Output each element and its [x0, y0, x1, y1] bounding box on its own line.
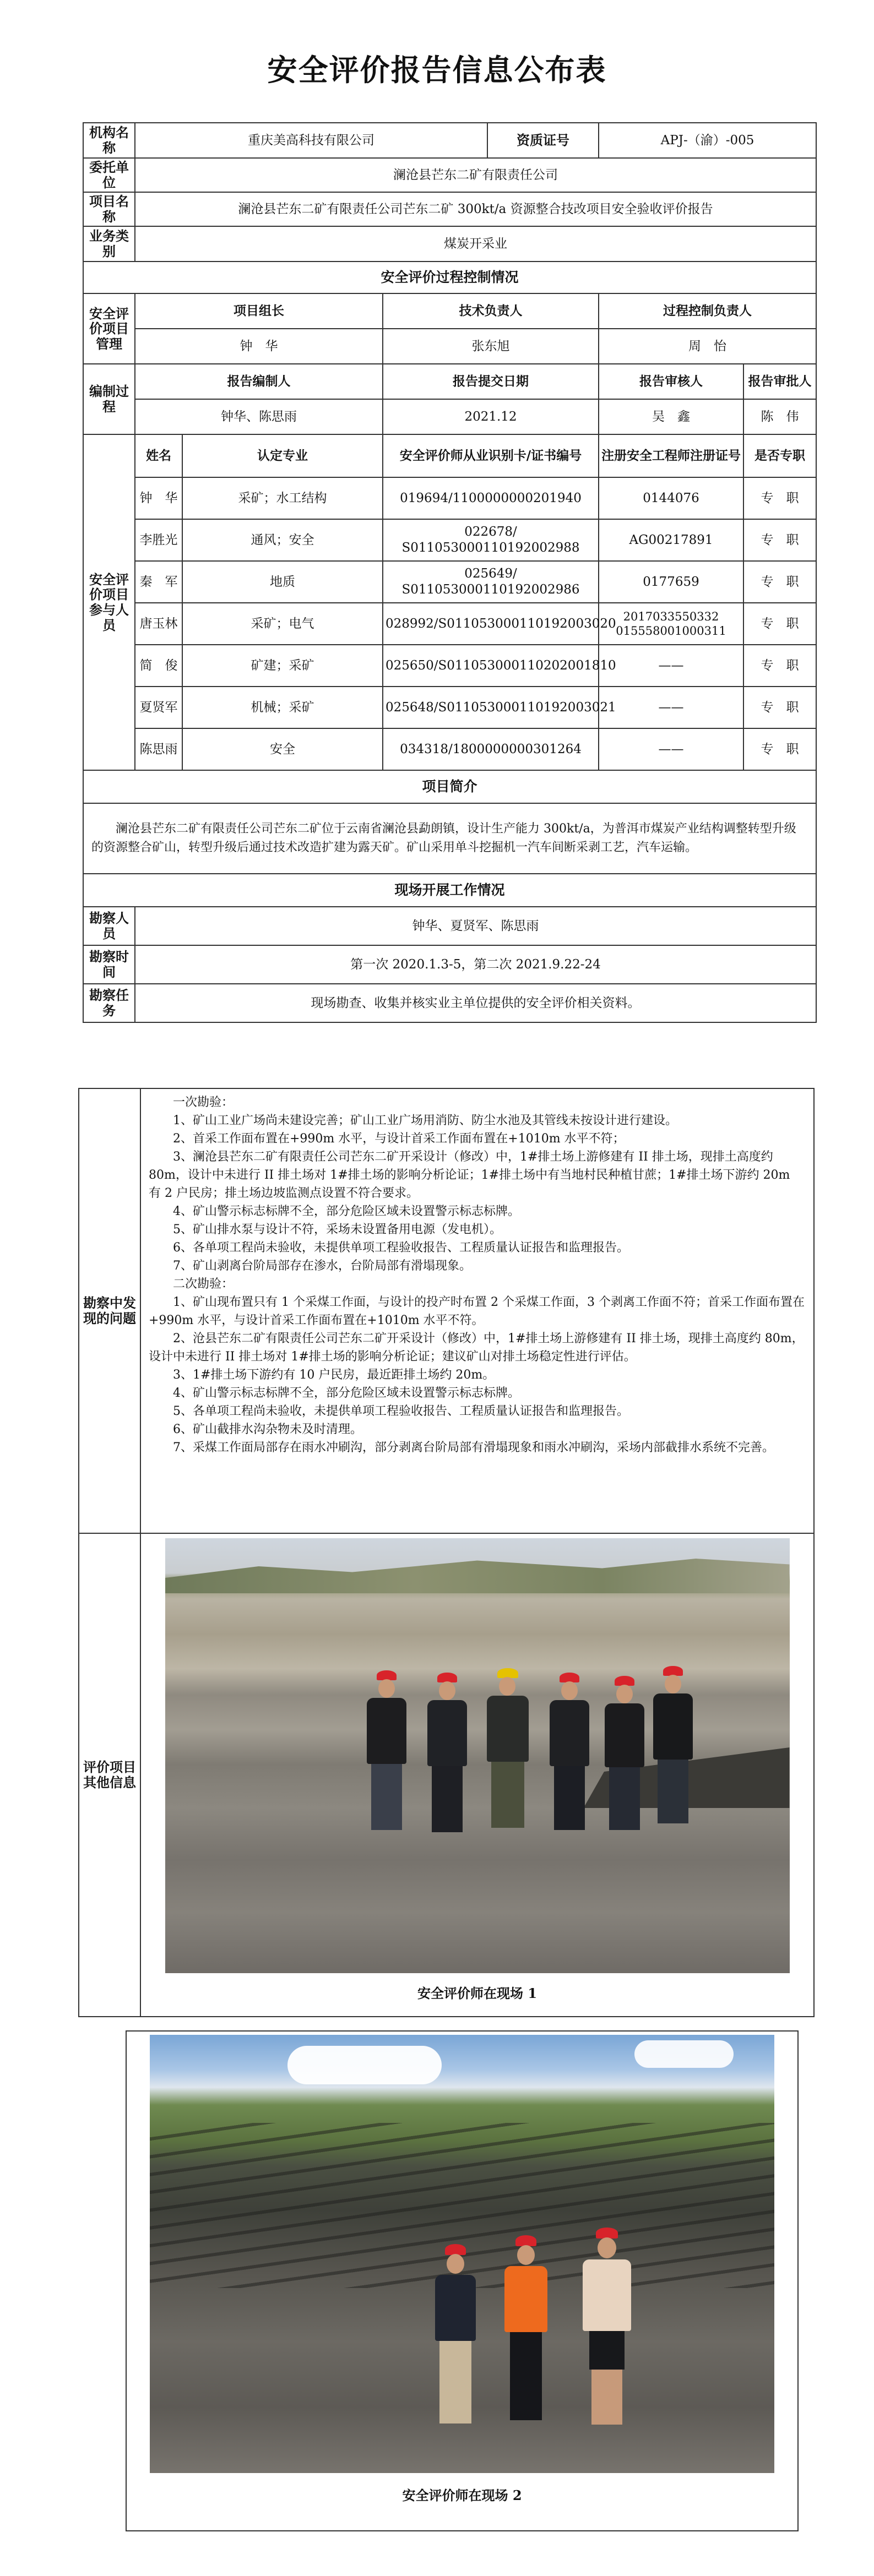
- staff-name: 钟 华: [135, 477, 182, 519]
- issue-line: 4、矿山警示标志标牌不全，部分危险区域未设置警示标志标牌。: [173, 1386, 520, 1400]
- table-row: [83, 645, 816, 687]
- staff-fulltime: 专 职: [743, 477, 816, 519]
- staff-name: 陈思雨: [135, 728, 182, 770]
- table-row: [83, 603, 816, 645]
- issue-line: 3、澜沧县芒东二矿有限责任公司芒东二矿开采设计（修改）中，1#排土场上游修建有 II 排土场，现排土高度约 80m，设计中未进行 II 排土场对 1#排土场的影响分析论证；1#排土场中有当地村民种植甘蔗；1#排土场下游约 20m 有 2 户民房；排土场边坡监测点设置不符合要求。: [149, 1150, 790, 1200]
- photo2-caption: 安全评价师在现场 2: [402, 2487, 522, 2503]
- mgmt-header-tech: 技术负责人: [383, 293, 599, 329]
- staff-fulltime: 专 职: [743, 519, 816, 561]
- org-label: 机构名称: [83, 123, 135, 158]
- photo2-cell: [126, 2031, 798, 2531]
- compile-approver: 陈 伟: [743, 399, 816, 434]
- table-row: [83, 728, 816, 770]
- staff-header-fulltime: 是否专职: [743, 434, 816, 477]
- issues-list: [140, 1088, 814, 1533]
- site-photo-1: [165, 1538, 790, 1973]
- issue-line: 1、矿山现布置只有 1 个采煤工作面，与设计的投产时布置 2 个采煤工作面，3 个剥离工作面不符；首采工作面布置在+990m 水平，与设计首采工作面布置在+1010m 水平不符。: [149, 1295, 805, 1327]
- staff-card: 025650/S011053000110202001810: [383, 645, 599, 687]
- issue-line: 7、矿山剥离台阶局部存在渗水，台阶局部有滑塌现象。: [173, 1259, 471, 1273]
- staff-fulltime: 专 职: [743, 728, 816, 770]
- staff-card: 034318/1800000000301264: [383, 728, 599, 770]
- issue-line: 2、沧县芒东二矿有限责任公司芒东二矿开采设计（修改）中，1#排土场上游修建有 II 排土场，现排土高度约 80m，设计中未进行 II 排土场对 1#排土场的影响分析论证；建议矿山对排土场稳定性进行评估。: [149, 1332, 804, 1364]
- client-label: 委托单位: [83, 158, 135, 192]
- cert-label: 资质证号: [487, 123, 599, 158]
- cert-value: APJ-（渝）-005: [599, 123, 816, 158]
- table-row: [83, 687, 816, 728]
- staff-reg: AG00217891: [599, 519, 743, 561]
- compile-date: 2021.12: [383, 399, 599, 434]
- compile-author: 钟华、陈思雨: [135, 399, 383, 434]
- site-task-value: 现场勘查、收集并核实业主单位提供的安全评价相关资料。: [135, 984, 816, 1022]
- photo2-table: [126, 2030, 799, 2531]
- site-time-label: 勘察时间: [83, 945, 135, 984]
- compile-header-approver: 报告审批人: [743, 364, 816, 399]
- site-task-label: 勘察任务: [83, 984, 135, 1022]
- staff-header-card: 安全评价师从业识别卡/证书编号: [383, 434, 599, 477]
- issues-table: [78, 1088, 815, 2017]
- person-figure: [645, 1666, 701, 1831]
- person-figure: [542, 1673, 597, 1838]
- person-figure: [479, 1668, 536, 1833]
- staff-card: 022678/ S011053000110192002988: [383, 519, 599, 561]
- staff-major: 地质: [182, 561, 383, 603]
- table-row: [83, 561, 816, 603]
- staff-reg: ——: [599, 645, 743, 687]
- staff-major: 采矿；水工结构: [182, 477, 383, 519]
- person-figure: [597, 1676, 652, 1841]
- staff-reg: 0177659: [599, 561, 743, 603]
- mgmt-leader: 钟 华: [135, 329, 383, 364]
- staff-header-reg: 注册安全工程师注册证号: [599, 434, 743, 477]
- mgmt-control: 周 怡: [599, 329, 816, 364]
- issue-line: 3、1#排土场下游约有 10 户民房，最近距排土场约 20m。: [173, 1368, 495, 1382]
- staff-card: 028992/S011053000110192003020: [383, 603, 599, 645]
- staff-fulltime: 专 职: [743, 561, 816, 603]
- issue-line: 5、矿山排水泵与设计不符，采场未设置备用电源（发电机）。: [173, 1223, 502, 1237]
- site-people-value: 钟华、夏贤军、陈思雨: [135, 907, 816, 945]
- staff-major: 采矿；电气: [182, 603, 383, 645]
- table-row: [83, 477, 816, 519]
- person-figure: [359, 1670, 414, 1836]
- type-value: 煤炭开采业: [135, 226, 816, 262]
- photo1-cell: [140, 1533, 814, 2017]
- issue-line: 7、采煤工作面局部存在雨水冲刷沟，部分剥离台阶局部有滑塌现象和雨水冲刷沟，采场内部截排水系统不完善。: [173, 1441, 775, 1455]
- issue-line: 4、矿山警示标志标牌不全，部分危险区域未设置警示标志标牌。: [173, 1205, 520, 1218]
- person-figure: [420, 1673, 475, 1838]
- info-table: [83, 122, 817, 1023]
- cloud-shape: [287, 2046, 442, 2084]
- issue-line: 6、各单项工程尚未验收，未提供单项工程验收报告、工程质量认证报告和监理报告。: [173, 1241, 629, 1255]
- staff-major: 矿建；采矿: [182, 645, 383, 687]
- staff-reg: 2017033550332 015558001000311: [599, 603, 743, 645]
- staff-card: 025648/S011053000110192003021: [383, 687, 599, 728]
- mgmt-header-leader: 项目组长: [135, 293, 383, 329]
- site-photo-2: [150, 2035, 774, 2473]
- staff-name: 唐玉林: [135, 603, 182, 645]
- org-value: 重庆美高科技有限公司: [135, 123, 487, 158]
- issue-line: 1、矿山工业广场尚未建设完善；矿山工业广场用消防、防尘水池及其管线未按设计进行建设。: [173, 1114, 678, 1128]
- compile-header-date: 报告提交日期: [383, 364, 599, 399]
- table-row: [83, 519, 816, 561]
- issue-line: 5、各单项工程尚未验收，未提供单项工程验收报告、工程质量认证报告和监理报告。: [173, 1404, 629, 1418]
- staff-reg: 0144076: [599, 477, 743, 519]
- staff-name: 夏贤军: [135, 687, 182, 728]
- staff-reg: ——: [599, 728, 743, 770]
- client-value: 澜沧县芒东二矿有限责任公司: [135, 158, 816, 192]
- site-time-value: 第一次 2020.1.3-5，第二次 2021.9.22-24: [135, 945, 816, 984]
- staff-name: 秦 军: [135, 561, 182, 603]
- compile-label: 编制过程: [83, 364, 135, 434]
- person-figure: [496, 2235, 556, 2444]
- issues-label: 勘察中发现的问题: [79, 1088, 140, 1533]
- staff-fulltime: 专 职: [743, 603, 816, 645]
- compile-header-author: 报告编制人: [135, 364, 383, 399]
- staff-reg: ——: [599, 687, 743, 728]
- project-label: 项目名称: [83, 192, 135, 226]
- staff-label: 安全评价项目参与人员: [83, 434, 135, 770]
- issue-line: 一次勘验：: [173, 1096, 234, 1109]
- staff-header-name: 姓名: [135, 434, 182, 477]
- page-title: 安全评价报告信息公布表: [267, 52, 607, 88]
- staff-fulltime: 专 职: [743, 645, 816, 687]
- process-section-title: 安全评价过程控制情况: [83, 262, 816, 293]
- staff-name: 李胜光: [135, 519, 182, 561]
- staff-major: 安全: [182, 728, 383, 770]
- type-label: 业务类别: [83, 226, 135, 262]
- issue-line: 二次勘验：: [173, 1277, 234, 1291]
- staff-name: 简 俊: [135, 645, 182, 687]
- issue-line: 2、首采工作面布置在+990m 水平，与设计首采工作面布置在+1010m 水平不符；: [173, 1132, 625, 1146]
- photo1-caption: 安全评价师在现场 1: [417, 1985, 538, 2001]
- mgmt-label: 安全评价项目管理: [83, 293, 135, 364]
- compile-header-reviewer: 报告审核人: [599, 364, 743, 399]
- mountain-ridge: [165, 1555, 790, 1593]
- person-figure: [425, 2244, 486, 2442]
- intro-text: 澜沧县芒东二矿有限责任公司芒东二矿位于云南省澜沧县勐朗镇，设计生产能力 300kt/a，为普洱市煤炭产业结构调整转型升级的资源整合矿山，转型升级后通过技术改造扩建为露天矿。矿山采用单斗挖掘机一汽车间断采剥工艺，汽车运输。: [83, 803, 816, 874]
- site-title: 现场开展工作情况: [83, 874, 816, 907]
- issue-line: 6、矿山截排水沟杂物未及时清理。: [173, 1423, 362, 1436]
- compile-reviewer: 吴 鑫: [599, 399, 743, 434]
- mgmt-header-control: 过程控制负责人: [599, 293, 816, 329]
- intro-title: 项目简介: [83, 770, 816, 803]
- project-value: 澜沧县芒东二矿有限责任公司芒东二矿 300kt/a 资源整合技改项目安全验收评价报告: [135, 192, 816, 226]
- staff-major: 机械；采矿: [182, 687, 383, 728]
- site-people-label: 勘察人员: [83, 907, 135, 945]
- staff-card: 025649/ S011053000110192002986: [383, 561, 599, 603]
- staff-major: 通风；安全: [182, 519, 383, 561]
- mgmt-tech: 张东旭: [383, 329, 599, 364]
- cloud-shape: [634, 2040, 734, 2068]
- staff-card: 019694/1100000000201940: [383, 477, 599, 519]
- staff-fulltime: 专 职: [743, 687, 816, 728]
- staff-header-major: 认定专业: [182, 434, 383, 477]
- person-figure: [574, 2228, 640, 2442]
- other-info-label: 评价项目其他信息: [79, 1533, 140, 2017]
